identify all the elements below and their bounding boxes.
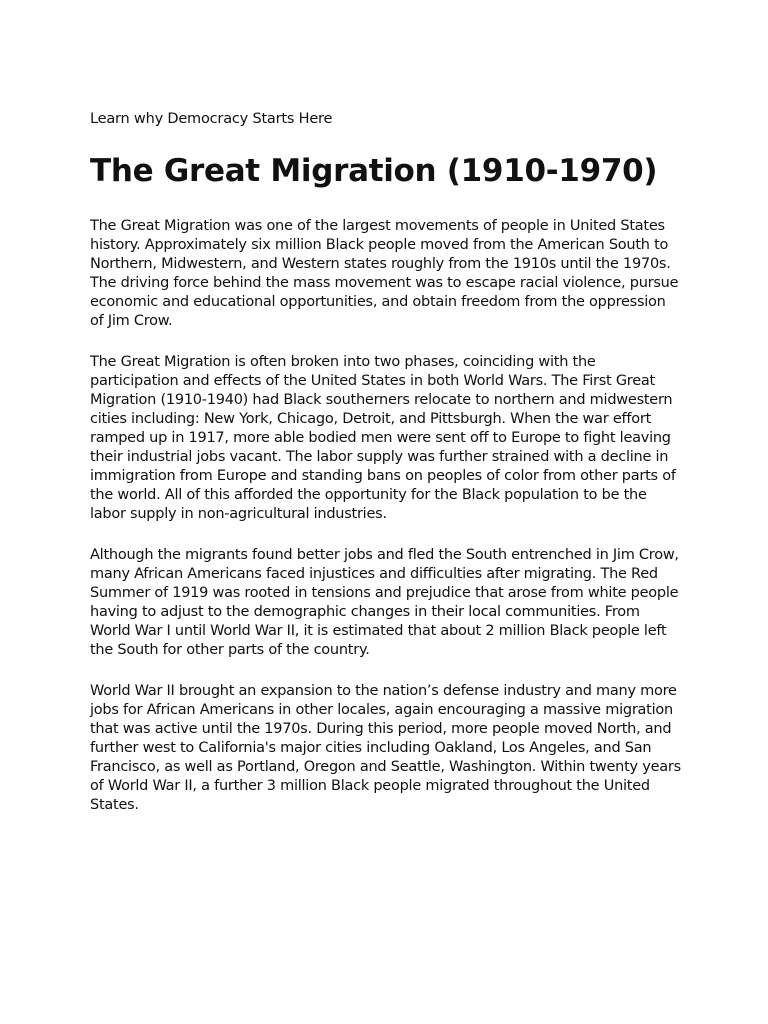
- page-title: The Great Migration (1910-1970): [90, 153, 658, 189]
- paragraph-world-war-ii: World War II brought an expansion to the nation’s defense industry and many more jobs for African Americans in other locales, again encouraging a massive migration that was active until the 1970s. During this period, more people moved North, and further west to California's major cities including Oakland, Los Angeles, and San Francisco, as well as Portland, Oregon and Seattle, Washington. Within twenty years of World War II, a further 3 million Black people migrated throughout the United States.: [90, 683, 681, 813]
- paragraph-injustices: Although the migrants found better jobs and fled the South entrenched in Jim Crow, many African Americans faced injustices and difficulties after migrating. The Red Summer of 1919 was rooted in tensions and prejudice that arose from white people having to adjust to the demographic changes in their local communities. From World War I until World War II, it is estimated that about 2 million Black people left the South for other parts of the country.: [90, 547, 679, 658]
- paragraph-two-phases: The Great Migration is often broken into two phases, coinciding with the participation and effects of the United States in both World Wars. The First Great Migration (1910-1940) had Black southerners relocate to northern and midwestern cities including: New York, Chicago, Detroit, and Pittsburgh. When the war effort ramped up in 1917, more able bodied men were sent off to Europe to fight leaving their industrial jobs vacant. The labor supply was further strained with a decline in immigration from Europe and standing bans on peoples of color from other parts of the world. All of this afforded the opportunity for the Black population to be the labor supply in non-agricultural industries.: [90, 354, 676, 522]
- document-page: [90, 110, 682, 837]
- paragraph-intro: The Great Migration was one of the largest movements of people in United States history. Approximately six million Black people moved from the American South to Northern, Midwestern, and Western states roughly from the 1910s until the 1970s. The driving force behind the mass movement was to escape racial violence, pursue economic and educational opportunities, and obtain freedom from the oppression of Jim Crow.: [90, 218, 679, 329]
- kicker-text: Learn why Democracy Starts Here: [90, 111, 333, 127]
